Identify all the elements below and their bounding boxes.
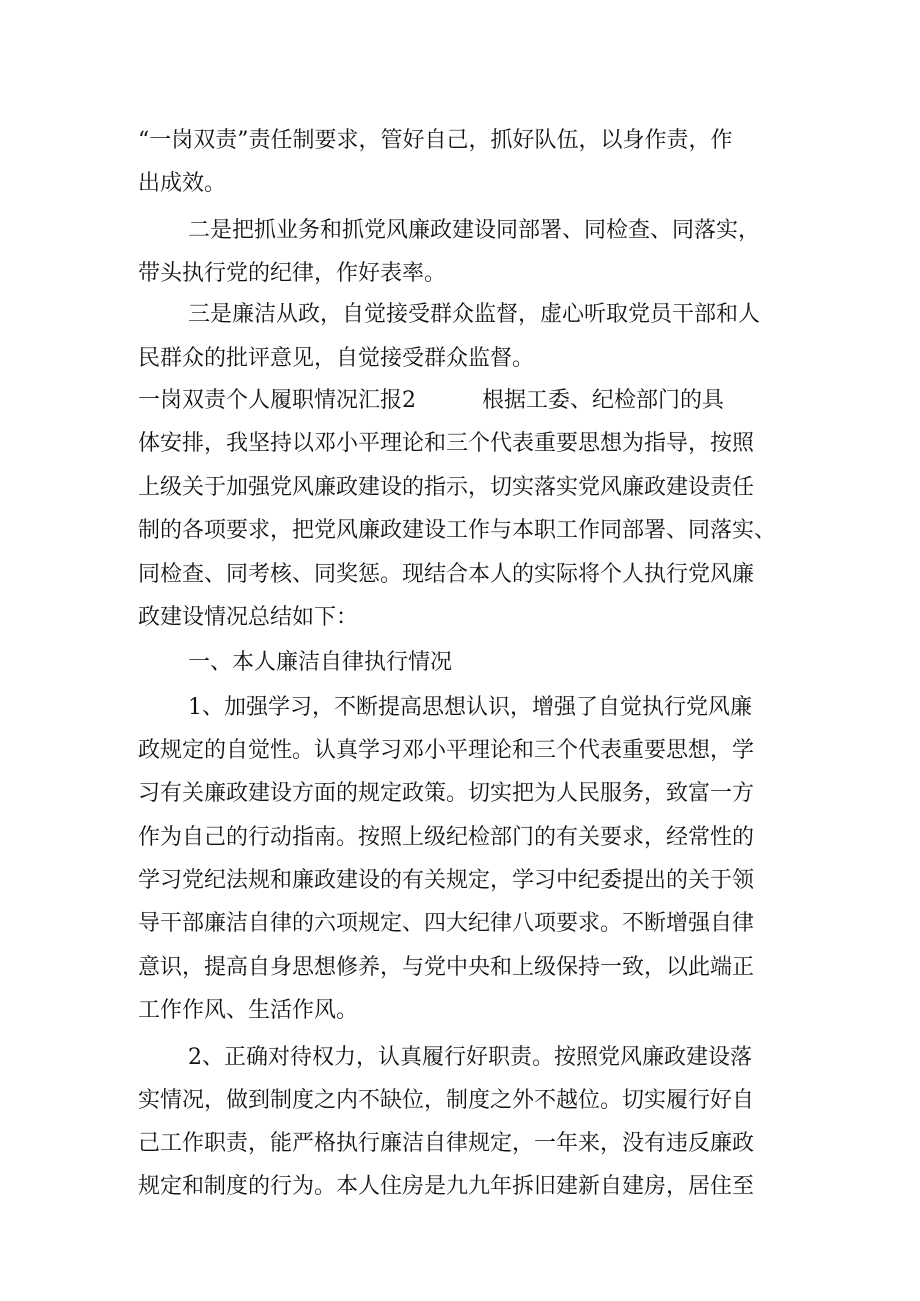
text-line: 2、正确对待权力，认真履行好职责。按照党风廉政建设落	[188, 1045, 752, 1070]
text-line: “一岗双责”责任制要求，管好自己，抓好队伍，以身作责，作	[138, 128, 733, 153]
text-line: 工作作风、生活作风。	[138, 998, 359, 1023]
text-line: 作为自己的行动指南。按照上级纪检部门的有关要求，经常性的	[138, 825, 755, 850]
heading-1: 一、本人廉洁自律执行情况	[188, 650, 453, 675]
text-line: 制的各项要求，把党风廉政建设工作与本职工作同部署、同落实、	[138, 518, 777, 543]
text-line: 体安排，我坚持以邓小平理论和三个代表重要思想为指导，按照	[138, 431, 755, 456]
text-line: 政建设情况总结如下：	[138, 605, 359, 630]
text-line: 政规定的自觉性。认真学习邓小平理论和三个代表重要思想，学	[138, 738, 755, 763]
text-line: 出成效。	[138, 171, 227, 196]
text-line: 同检查、同考核、同奖惩。现结合本人的实际将个人执行党风廉	[138, 562, 755, 587]
text-line: 规定和制度的行为。本人住房是九九年拆旧建新自建房，居住至	[138, 1174, 755, 1199]
text-line: 三是廉洁从政，自觉接受群众监督，虚心听取党员干部和人	[188, 302, 761, 327]
text-line: 实情况，做到制度之内不缺位，制度之外不越位。切实履行好自	[138, 1088, 755, 1113]
text-line: 习有关廉政建设方面的规定政策。切实把为人民服务，致富一方	[138, 781, 755, 806]
text-line: 意识，提高自身思想修养，与党中央和上级保持一致，以此端正	[138, 955, 755, 980]
section-title: 一岗双责个人履职情况汇报2 根据工委、纪检部门的具	[138, 388, 724, 413]
text-line: 1、加强学习，不断提高思想认识，增强了自觉执行党风廉	[188, 695, 752, 720]
text-line: 上级关于加强党风廉政建设的指示，切实落实党风廉政建设责任	[138, 475, 755, 500]
text-line: 学习党纪法规和廉政建设的有关规定，学习中纪委提出的关于领	[138, 868, 755, 893]
text-line: 民群众的批评意见，自觉接受群众监督。	[138, 346, 535, 371]
text-line: 二是把抓业务和抓党风廉政建设同部署、同检查、同落实，	[188, 218, 761, 243]
text-line: 带头执行党的纪律，作好表率。	[138, 261, 447, 286]
text-line: 己工作职责，能严格执行廉洁自律规定，一年来，没有违反廉政	[138, 1131, 755, 1156]
text-line: 导干部廉洁自律的六项规定、四大纪律八项要求。不断增强自律	[138, 911, 755, 936]
